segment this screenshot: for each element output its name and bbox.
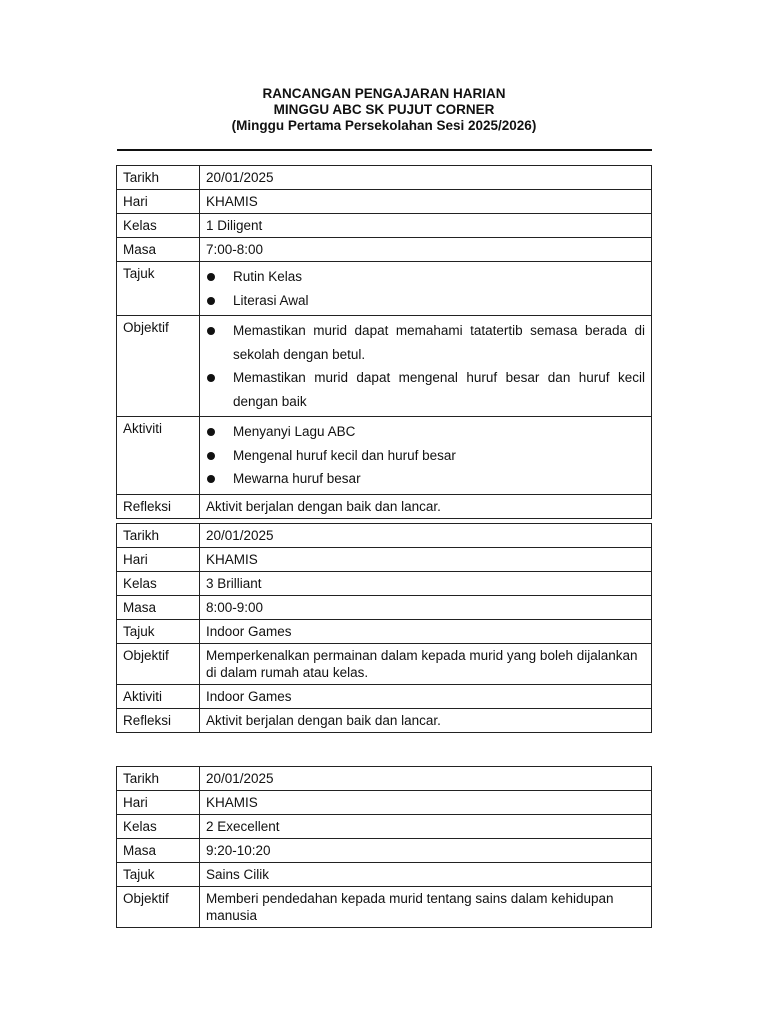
kelas-label: Kelas	[117, 815, 200, 839]
lesson-plan-table-1	[116, 165, 652, 519]
document-subtitle: MINGGU ABC SK PUJUT CORNER	[273, 102, 495, 117]
tarikh-label: Tarikh	[117, 767, 200, 791]
tarikh-label: Tarikh	[117, 524, 200, 548]
list-item-text: Mengenal huruf kecil dan huruf besar	[233, 447, 456, 463]
bullet-icon	[207, 327, 215, 335]
list-item	[206, 444, 645, 468]
table-row	[117, 548, 652, 572]
hari-value: KHAMIS	[200, 548, 652, 572]
aktiviti-label: Aktiviti	[117, 417, 200, 495]
bullet-icon	[207, 428, 215, 436]
refleksi-label: Refleksi	[117, 494, 200, 518]
masa-value: 9:20-10:20	[200, 839, 652, 863]
masa-value: 7:00-8:00	[200, 238, 652, 262]
table-row	[117, 887, 652, 928]
document-note: (Minggu Pertama Persekolahan Sesi 2025/2026)	[231, 118, 537, 133]
tarikh-label: Tarikh	[117, 166, 200, 190]
bullet-icon	[207, 297, 215, 305]
list-item	[206, 319, 645, 366]
bullet-icon	[207, 374, 215, 382]
objektif-value: Memberi pendedahan kepada murid tentang sains dalam kehidupan manusia	[200, 887, 652, 928]
aktiviti-label: Aktiviti	[117, 685, 200, 709]
document-header	[0, 86, 768, 134]
table-row	[117, 767, 652, 791]
table-row	[117, 494, 652, 518]
aktiviti-value	[200, 417, 652, 495]
table-row	[117, 316, 652, 417]
kelas-value: 3 Brilliant	[200, 572, 652, 596]
refleksi-value: Aktivit berjalan dengan baik dan lancar.	[200, 494, 652, 518]
kelas-label: Kelas	[117, 214, 200, 238]
list-item	[206, 420, 645, 444]
list-item-text: Memastikan murid dapat memahami tatatertib semasa berada di sekolah dengan betul.	[233, 323, 645, 362]
masa-label: Masa	[117, 839, 200, 863]
list-item-text: Mewarna huruf besar	[233, 471, 361, 486]
tajuk-label: Tajuk	[117, 863, 200, 887]
header-divider	[117, 149, 652, 151]
tarikh-value: 20/01/2025	[200, 524, 652, 548]
table-row	[117, 214, 652, 238]
tajuk-label: Tajuk	[117, 262, 200, 316]
table-row	[117, 596, 652, 620]
table-row	[117, 190, 652, 214]
table-row	[117, 572, 652, 596]
tarikh-value: 20/01/2025	[200, 767, 652, 791]
bullet-icon	[207, 475, 215, 483]
refleksi-label: Refleksi	[117, 709, 200, 733]
hari-value: KHAMIS	[200, 791, 652, 815]
tajuk-label: Tajuk	[117, 620, 200, 644]
objektif-label: Objektif	[117, 887, 200, 928]
list-item	[206, 289, 645, 313]
hari-label: Hari	[117, 190, 200, 214]
table-row	[117, 524, 652, 548]
objektif-list	[206, 319, 645, 413]
table-row	[117, 815, 652, 839]
hari-label: Hari	[117, 548, 200, 572]
table-row	[117, 620, 652, 644]
table-row	[117, 262, 652, 316]
document-title: RANCANGAN PENGAJARAN HARIAN	[262, 86, 506, 101]
table-row	[117, 839, 652, 863]
objektif-value: Memperkenalkan permainan dalam kepada murid yang boleh dijalankan di dalam rumah atau kelas.	[200, 644, 652, 685]
tarikh-value: 20/01/2025	[200, 166, 652, 190]
kelas-value: 2 Execellent	[200, 815, 652, 839]
lesson-plan-table-2	[116, 523, 652, 733]
table-row	[117, 644, 652, 685]
list-item-text: Memastikan murid dapat mengenal huruf besar dan huruf kecil dengan baik	[233, 370, 645, 409]
table-row	[117, 166, 652, 190]
lesson-plan-table-3	[116, 766, 652, 928]
table-row	[117, 238, 652, 262]
kelas-label: Kelas	[117, 572, 200, 596]
tajuk-list	[206, 265, 645, 312]
masa-value: 8:00-9:00	[200, 596, 652, 620]
objektif-value	[200, 316, 652, 417]
table-row	[117, 791, 652, 815]
objektif-label: Objektif	[117, 316, 200, 417]
bullet-icon	[207, 273, 215, 281]
aktiviti-list	[206, 420, 645, 491]
refleksi-value: Aktivit berjalan dengan baik dan lancar.	[200, 709, 652, 733]
hari-label: Hari	[117, 791, 200, 815]
list-item	[206, 265, 645, 289]
table-row	[117, 685, 652, 709]
list-item-text: Literasi Awal	[233, 292, 309, 308]
aktiviti-value: Indoor Games	[200, 685, 652, 709]
kelas-value: 1 Diligent	[200, 214, 652, 238]
list-item-text: Rutin Kelas	[233, 269, 303, 284]
tajuk-value	[200, 262, 652, 316]
objektif-label: Objektif	[117, 644, 200, 685]
list-item-text: Menyanyi Lagu ABC	[233, 424, 356, 439]
masa-label: Masa	[117, 596, 200, 620]
tajuk-value: Sains Cilik	[200, 863, 652, 887]
list-item	[206, 366, 645, 413]
table-row	[117, 863, 652, 887]
bullet-icon	[207, 452, 215, 460]
list-item	[206, 467, 645, 491]
table-row	[117, 417, 652, 495]
table-row	[117, 709, 652, 733]
masa-label: Masa	[117, 238, 200, 262]
tajuk-value: Indoor Games	[200, 620, 652, 644]
hari-value: KHAMIS	[200, 190, 652, 214]
